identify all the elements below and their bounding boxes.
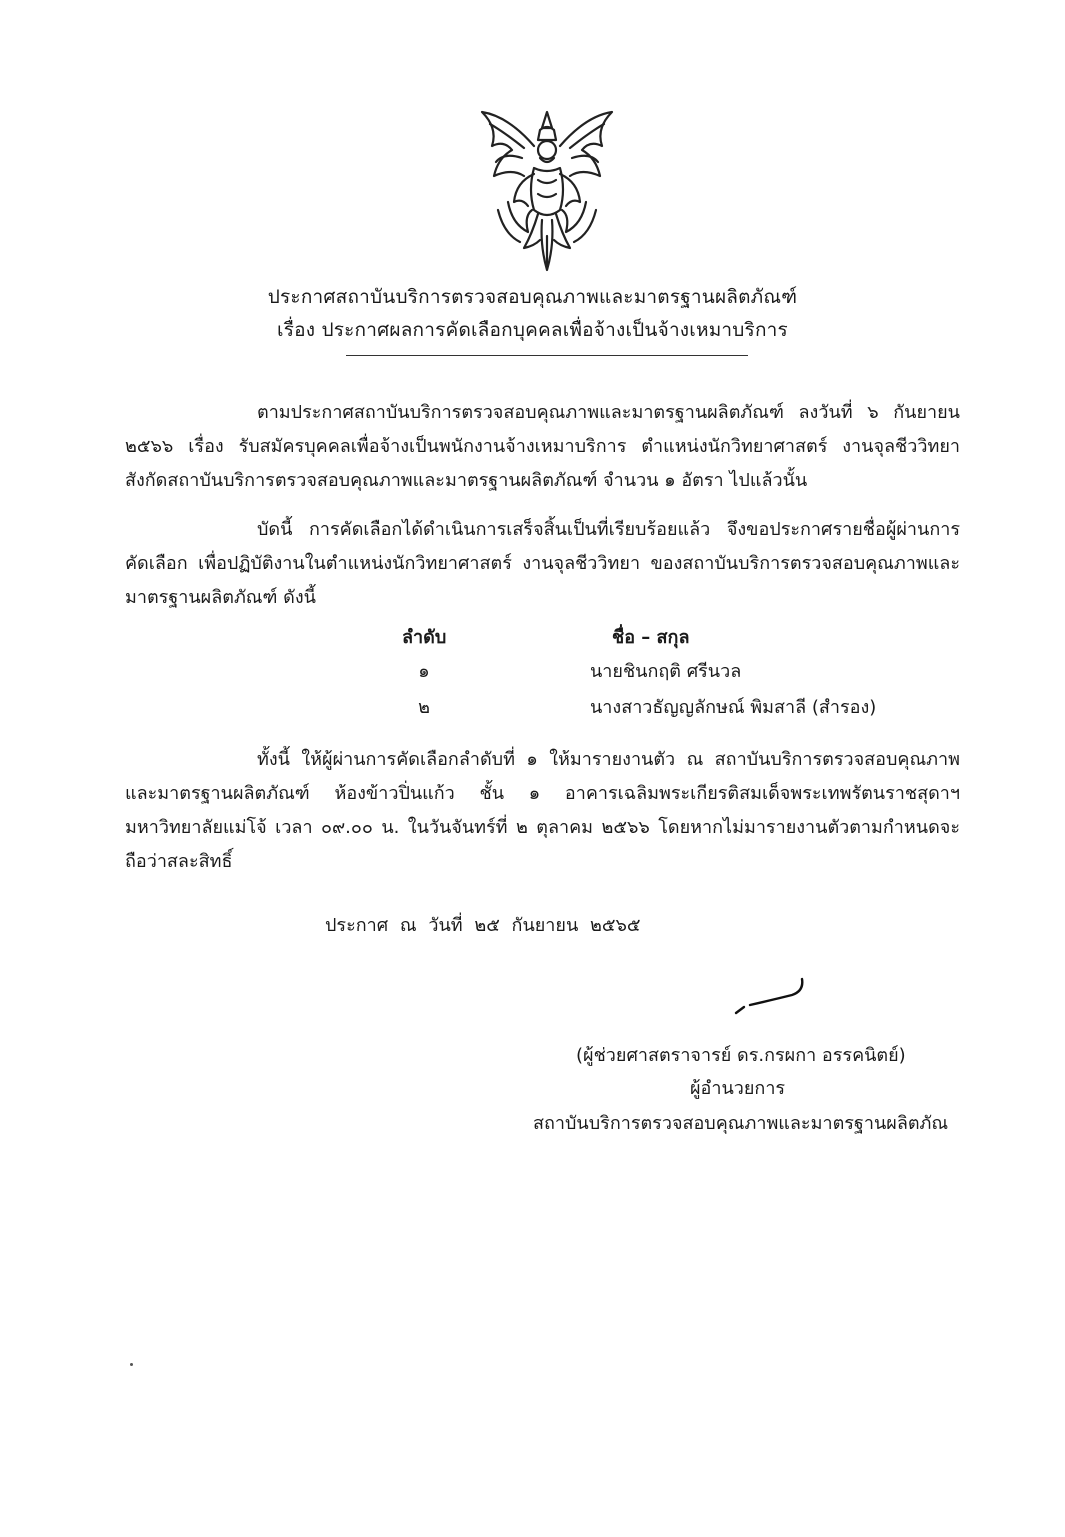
table-header-order: ลำดับ <box>402 627 447 648</box>
announce-date: ประกาศ ณ วันที่ ๒๕ กันยายน ๒๕๖๕ <box>325 915 641 936</box>
paragraph-instructions-text: ทั้งนี้ ให้ผู้ผ่านการคัดเลือกลำดับที่ ๑ ให้มารายงานตัว ณ สถาบันบริการตรวจสอบคุณภาพและมาตรฐานผลิตภัณฑ์ ห้องข้าวปิ่นแก้ว ชั้น ๑ อาคารเฉลิมพระเกียรติสมเด็จพระเทพรัตนราชสุดาฯ มหาวิทยาลัยแม่โจ้ เวลา ๐๙.๐๐ น. ในวันจันทร์ที่ ๒ ตุลาคม ๒๕๖๖ โดยหากไม่มารายงานตัวตามกำหนดจะถือว่าสละสิทธิ์ <box>125 749 960 872</box>
header-divider <box>346 355 748 356</box>
signatory-org: สถาบันบริการตรวจสอบคุณภาพและมาตรฐานผลิตภัณ <box>533 1113 949 1134</box>
handwritten-signature <box>730 975 820 1025</box>
announcement-subject: เรื่อง ประกาศผลการคัดเลือกบุคคลเพื่อจ้างเป็นจ้างเหมาบริการ <box>277 319 788 341</box>
announcement-title: ประกาศสถาบันบริการตรวจสอบคุณภาพและมาตรฐานผลิตภัณฑ์ <box>267 286 798 308</box>
paragraph-reference <box>125 396 960 498</box>
signatory-title: ผู้อำนวยการ <box>690 1078 786 1099</box>
table-row-name: นางสาวธัญญลักษณ์ พิมสาลี (สำรอง) <box>590 697 877 718</box>
garuda-emblem-icon <box>468 106 626 276</box>
paragraph-result <box>125 513 960 615</box>
paragraph-result-text: บัดนี้ การคัดเลือกได้ดำเนินการเสร็จสิ้นเป็นที่เรียบร้อยแล้ว จึงขอประกาศรายชื่อผู้ผ่านการคัดเลือก เพื่อปฏิบัติงานในตำแหน่งนักวิทยาศาสตร์ งานจุลชีววิทยา ของสถาบันบริการตรวจสอบคุณภาพและมาตรฐานผลิตภัณฑ์ ดังนี้ <box>125 519 960 608</box>
table-row-order: ๑ <box>418 661 430 682</box>
signatory-name: (ผู้ช่วยศาสตราจารย์ ดร.กรผกา อรรคนิตย์) <box>576 1045 906 1066</box>
paragraph-reference-text: ตามประกาศสถาบันบริการตรวจสอบคุณภาพและมาตรฐานผลิตภัณฑ์ ลงวันที่ ๖ กันยายน ๒๕๖๖ เรื่อง รับสมัครบุคคลเพื่อจ้างเป็นพนักงานจ้างเหมาบริการ ตำแหน่งนักวิทยาศาสตร์ งานจุลชีววิทยา สังกัดสถาบันบริการตรวจสอบคุณภาพและมาตรฐานผลิตภัณฑ์ จำนวน ๑ อัตรา ไปแล้วนั้น <box>125 402 960 491</box>
table-row-order: ๒ <box>418 697 430 718</box>
table-row-name: นายชินกฤติ ศรีนวล <box>590 661 742 682</box>
paragraph-instructions <box>125 743 960 879</box>
table-header-name: ชื่อ – สกุล <box>612 627 690 648</box>
scan-speck <box>130 1363 133 1366</box>
